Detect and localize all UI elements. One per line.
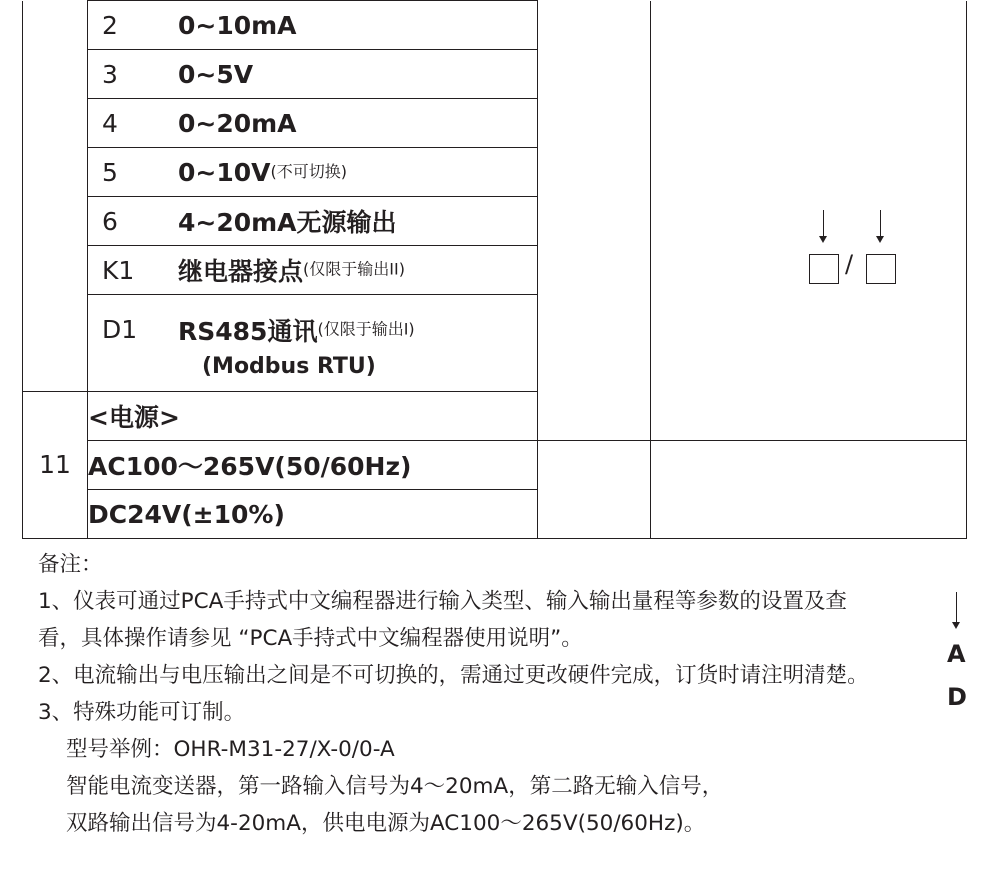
output-code: 2 xyxy=(102,10,118,40)
middle-spacer-cell xyxy=(538,1,651,441)
notes-section xyxy=(38,546,970,842)
output-desc-cell xyxy=(88,197,538,246)
arrow-head-left-icon xyxy=(819,236,827,243)
note-example-desc-1: 智能电流变送器，第一路输入信号为4～20mA，第二路无输入信号， xyxy=(66,774,724,799)
output-code: 4 xyxy=(102,108,118,138)
middle-spacer-cell xyxy=(538,441,651,539)
output-code: 6 xyxy=(102,206,118,236)
arrow-head-right-icon xyxy=(876,236,884,243)
output-label: 0~10mA xyxy=(178,10,297,40)
output-line-secondary: (Modbus RTU) xyxy=(202,353,376,379)
note-item-2: 2、电流输出与电压输出之间是不可切换的，需通过更改硬件完成，订货时请注明清楚。 xyxy=(38,663,869,688)
output-label: 0~10V xyxy=(178,157,271,187)
output-box-left[interactable] xyxy=(809,254,839,284)
power-label-d: D xyxy=(947,683,967,712)
note-item-1: 1、仪表可通过PCA手持式中文编程器进行输入类型、输入输出量程等参数的设置及查 xyxy=(38,589,847,614)
output-note: (仅限于输出I) xyxy=(317,319,415,338)
output-label: 0~5V xyxy=(178,59,254,89)
row-number-cell xyxy=(23,50,88,99)
output-code: 3 xyxy=(102,59,118,89)
note-item-3: 3、特殊功能可订制。 xyxy=(38,700,246,725)
output-desc-cell xyxy=(88,246,538,295)
row-number-cell xyxy=(23,295,88,392)
notes-heading: 备注： xyxy=(38,552,103,577)
output-line-primary xyxy=(88,308,537,348)
output-desc-cell xyxy=(88,50,538,99)
output-desc-cell xyxy=(88,99,538,148)
output-note: (仅限于输出II) xyxy=(303,259,405,279)
output-label: RS485通讯 xyxy=(178,316,318,346)
output-code: D1 xyxy=(102,315,138,344)
row-number-cell xyxy=(23,1,88,50)
output-code: 5 xyxy=(102,157,118,187)
output-note: (不可切换) xyxy=(270,161,347,181)
note-item-1-cont: 看，具体操作请参见 “PCA手持式中文编程器使用说明”。 xyxy=(38,626,583,651)
table-row-power xyxy=(23,441,967,490)
output-label: 4~20mA无源输出 xyxy=(178,208,397,237)
row-number-cell xyxy=(23,148,88,197)
output-desc-cell xyxy=(88,148,538,197)
note-model-example: 型号举例：OHR-M31-27/X-0/0-A xyxy=(66,737,395,762)
power-line-ac: AC100～265V(50/60Hz) xyxy=(88,441,538,490)
table-row xyxy=(23,1,967,50)
row-number-cell xyxy=(23,197,88,246)
power-title-cell: <电源> xyxy=(88,392,538,441)
power-row-number: 11 xyxy=(23,392,88,539)
output-desc-cell xyxy=(88,1,538,50)
arrow-shaft-left xyxy=(823,210,824,238)
diagram-cell xyxy=(651,1,967,712)
row-number-cell xyxy=(23,99,88,148)
row-number-cell xyxy=(23,246,88,295)
power-line-dc: DC24V(±10%) xyxy=(88,490,538,539)
output-box-right[interactable] xyxy=(866,254,896,284)
diagram-cell-lower xyxy=(651,441,967,539)
output-label: 0~20mA xyxy=(178,108,297,138)
output-desc-cell xyxy=(88,295,538,392)
output-code: K1 xyxy=(102,255,135,285)
note-example-desc-2: 双路输出信号为4-20mA，供电电源为AC100～265V(50/60Hz)。 xyxy=(66,811,706,836)
power-label-a: A xyxy=(947,640,966,669)
slash-separator: / xyxy=(845,250,854,279)
arrow-shaft-right xyxy=(880,210,881,238)
output-label: 继电器接点 xyxy=(178,257,304,286)
